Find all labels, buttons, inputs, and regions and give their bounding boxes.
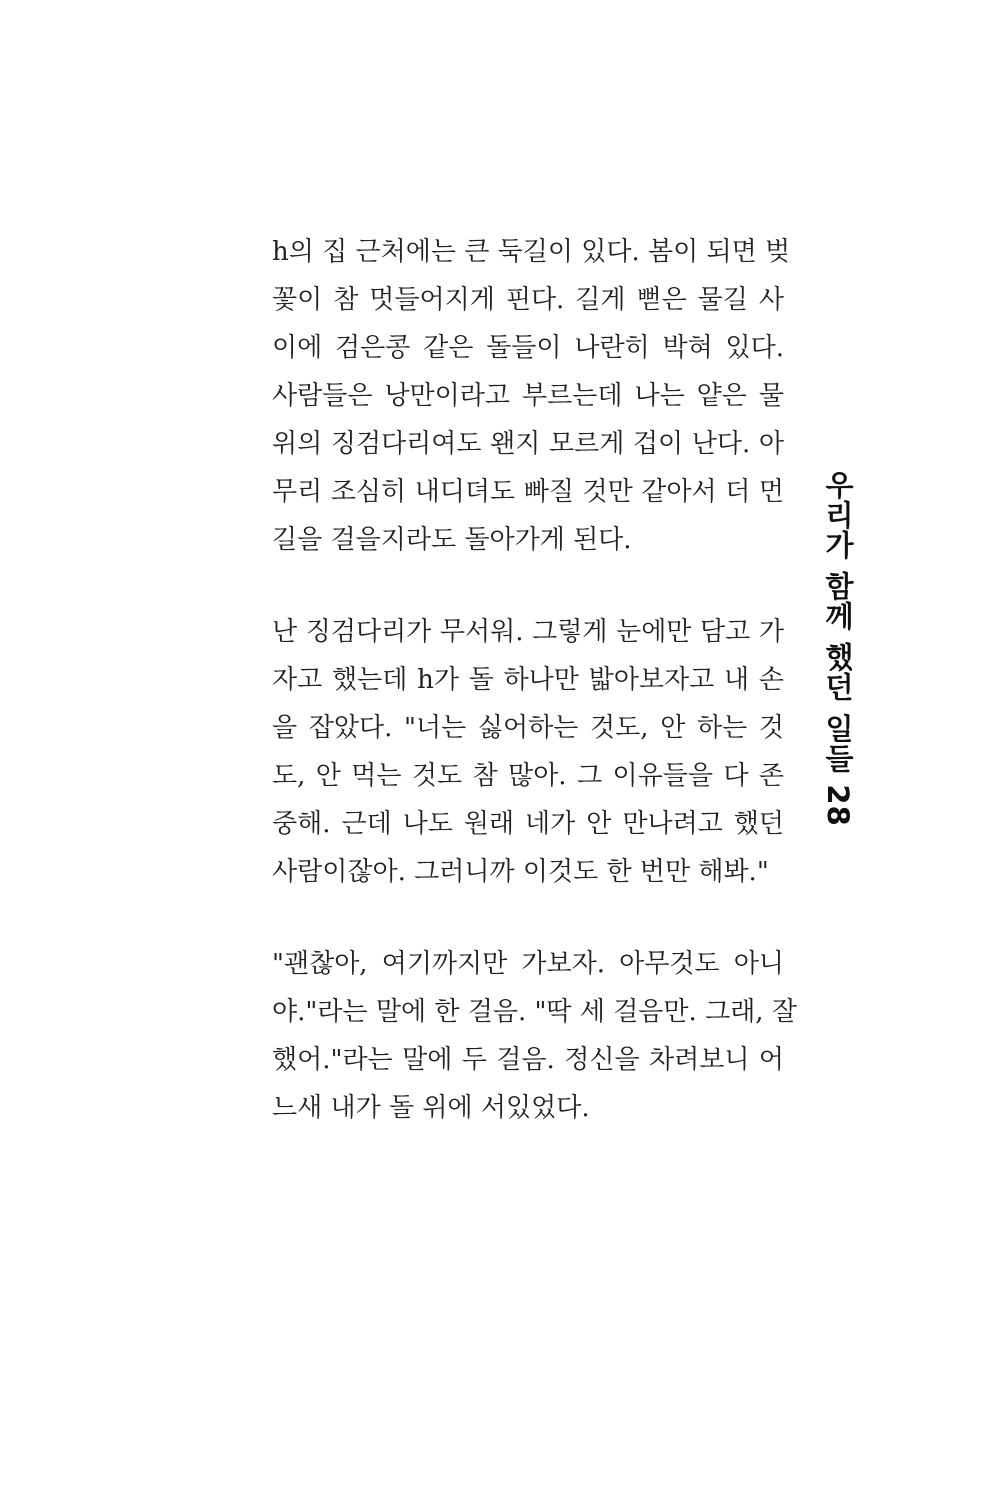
text-line: 느새 내가 돌 위에 서있었다. bbox=[272, 1093, 590, 1123]
paragraph-2 bbox=[272, 608, 784, 896]
body-text bbox=[272, 228, 797, 1176]
text-line: 꽃이 참 멋들어지게 핀다. 길게 뻗은 물길 사 bbox=[272, 285, 784, 315]
text-line: 이에 검은콩 같은 돌들이 나란히 박혀 있다. bbox=[272, 333, 784, 363]
text-line: 길을 걸을지라도 돌아가게 된다. bbox=[272, 525, 632, 555]
text-line: 사람이잖아. 그러니까 이것도 한 번만 해봐." bbox=[272, 857, 769, 887]
text-line: 무리 조심히 내디뎌도 빠질 것만 같아서 더 먼 bbox=[272, 477, 784, 507]
text-line: 위의 징검다리여도 왠지 모르게 겁이 난다. 아 bbox=[272, 429, 784, 459]
text-line: 했어."라는 말에 두 걸음. 정신을 차려보니 어 bbox=[272, 1045, 784, 1075]
text-line: "괜찮아, 여기까지만 가보자. 아무것도 아니 bbox=[272, 949, 784, 979]
text-line: 사람들은 낭만이라고 부르는데 나는 얕은 물 bbox=[272, 381, 784, 411]
paragraph-3 bbox=[272, 940, 797, 1132]
paragraph-1 bbox=[272, 228, 791, 564]
text-line: h의 집 근처에는 큰 둑길이 있다. 봄이 되면 벚 bbox=[272, 237, 791, 267]
text-line: 중해. 근데 나도 원래 네가 안 만나려고 했던 bbox=[272, 809, 784, 839]
text-line: 을 잡았다. "너는 싫어하는 것도, 안 하는 것 bbox=[272, 713, 784, 743]
side-title: 우리가 함께 했던 일들 28 bbox=[821, 470, 855, 827]
text-line: 난 징검다리가 무서워. 그렇게 눈에만 담고 가 bbox=[272, 617, 784, 647]
text-line: 자고 했는데 h가 돌 하나만 밟아보자고 내 손 bbox=[272, 665, 784, 695]
text-line: 야."라는 말에 한 걸음. "딱 세 걸음만. 그래, 잘 bbox=[272, 997, 797, 1027]
text-line: 도, 안 먹는 것도 참 많아. 그 이유들을 다 존 bbox=[272, 761, 784, 791]
